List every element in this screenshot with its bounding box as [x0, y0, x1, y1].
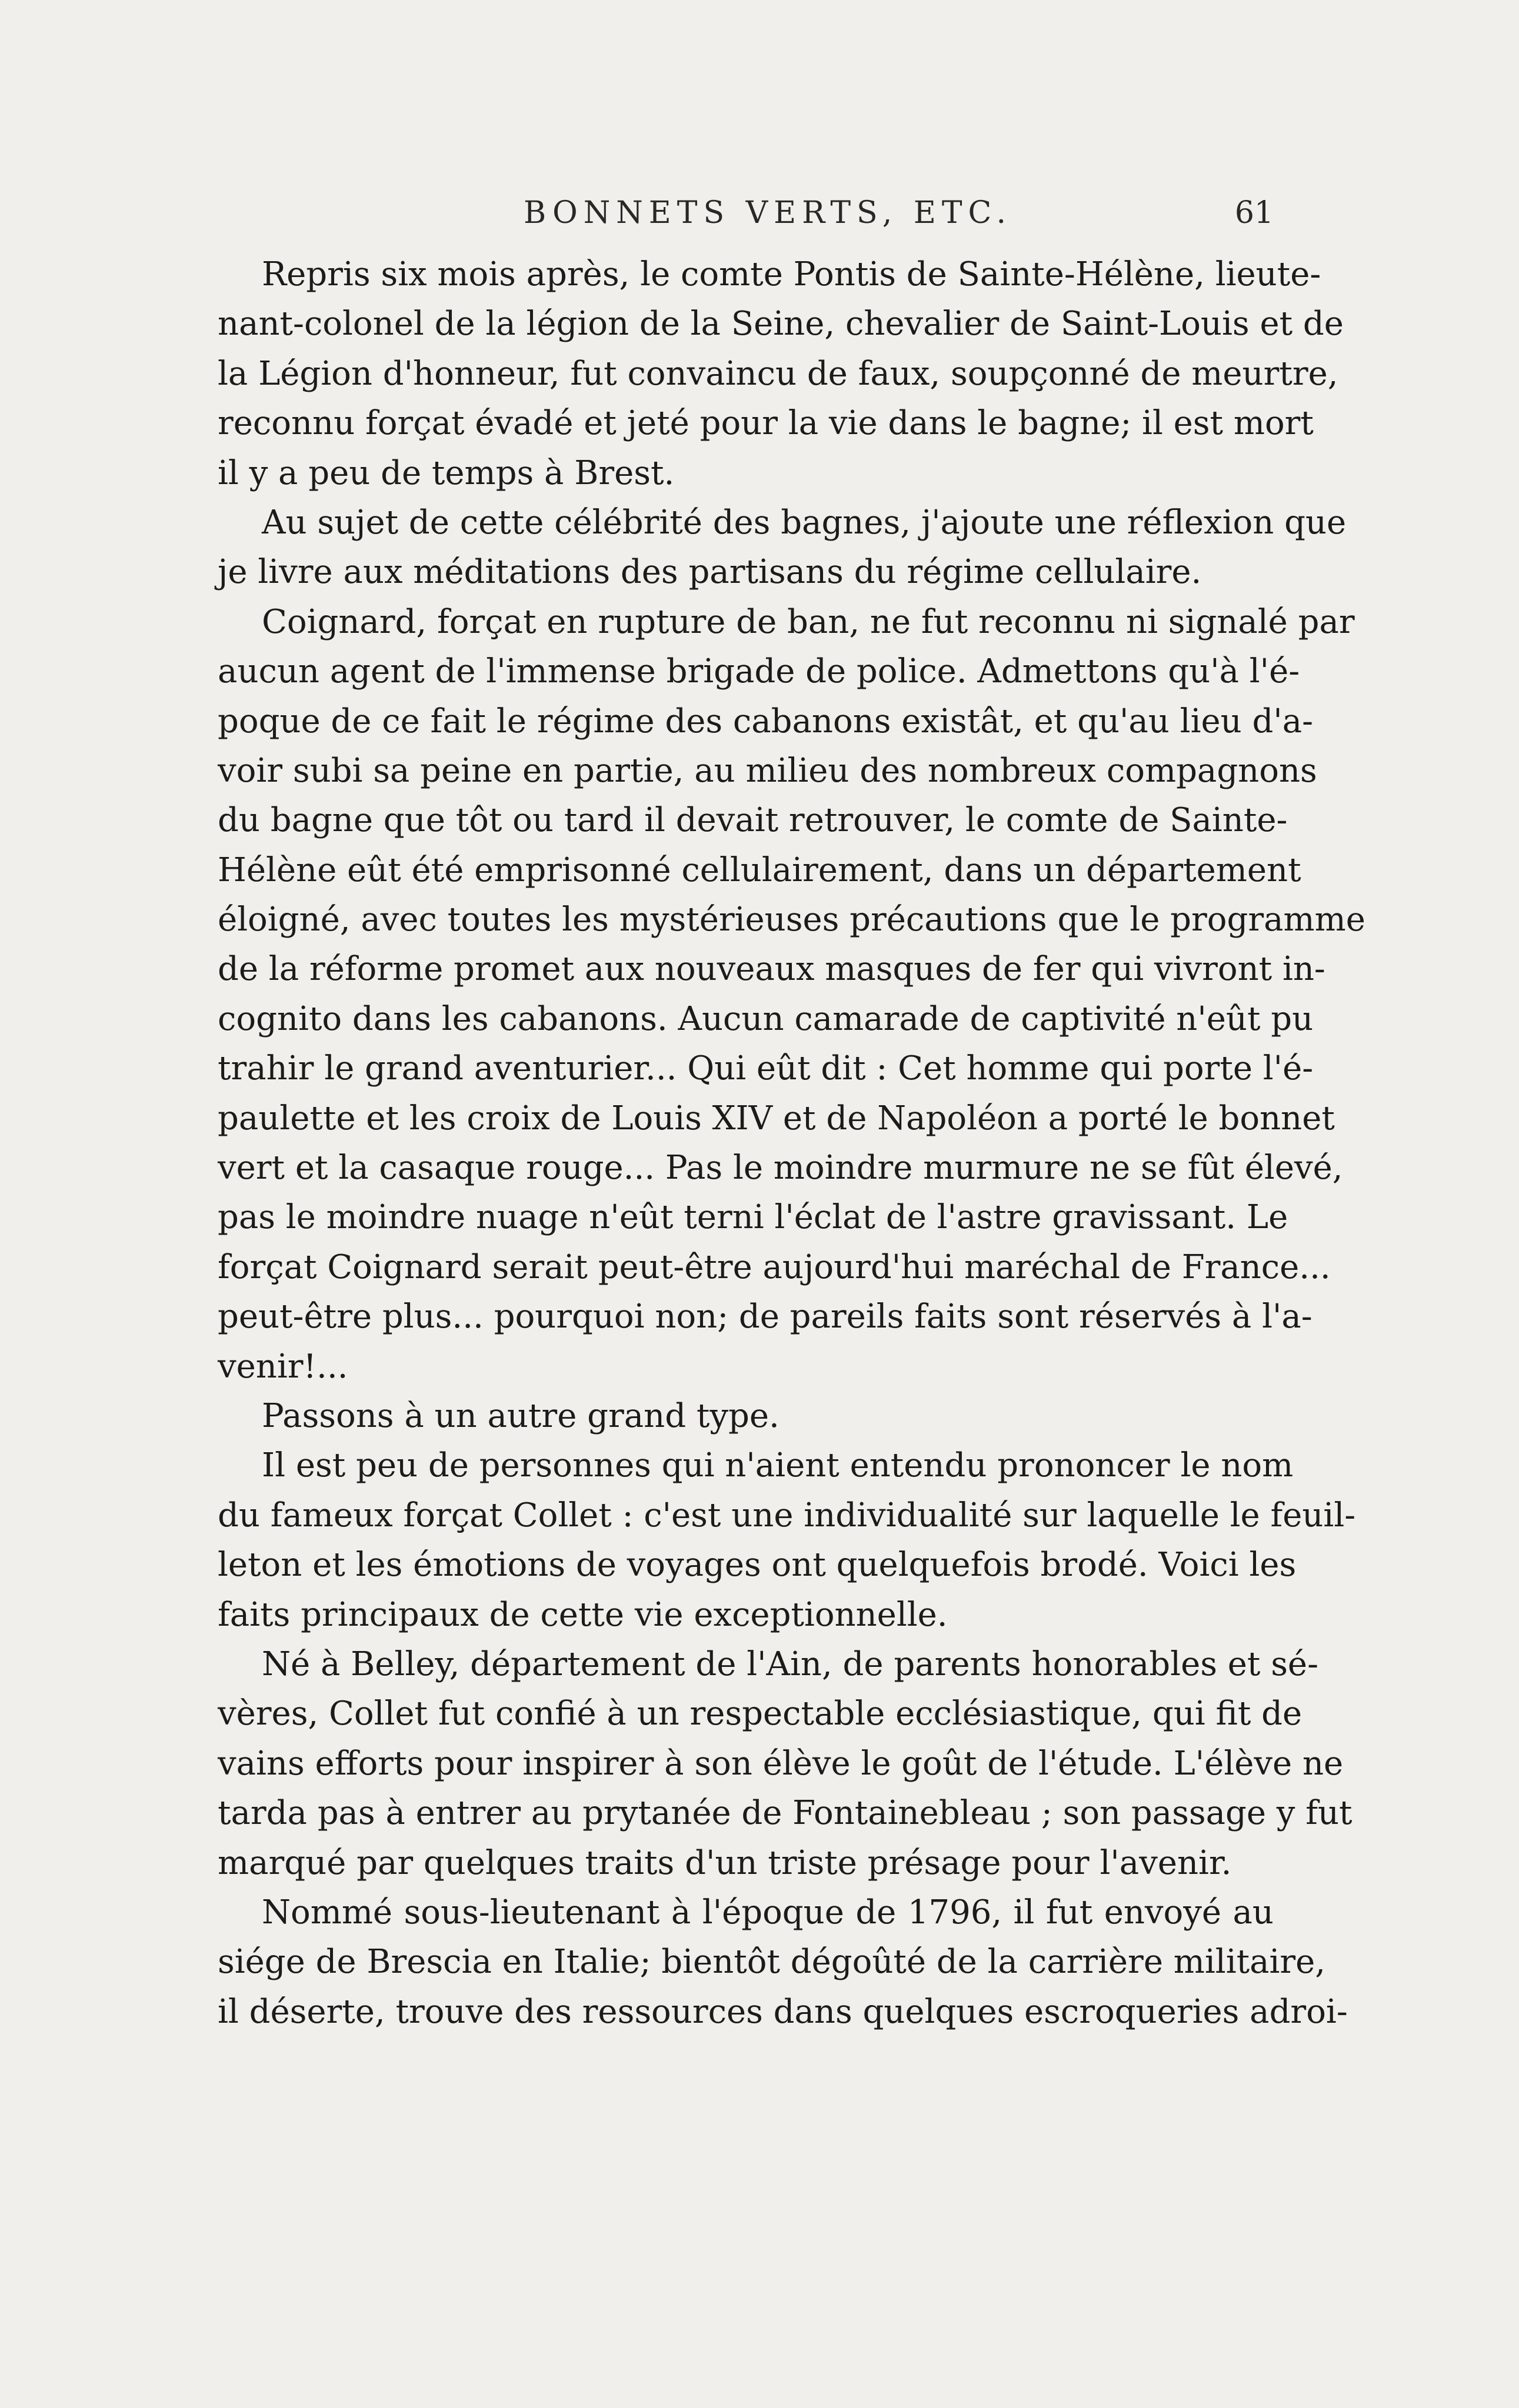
text-line: du bagne que tôt ou tard il devait retrouver, le comte de Sainte- [218, 801, 1288, 840]
running-title: BONNETS VERTS, ETC. [524, 195, 1012, 231]
page-number: 61 [1234, 195, 1274, 231]
text-line: nant-colonel de la légion de la Seine, chevalier de Saint-Louis et de [218, 305, 1344, 343]
text-line: leton et les émotions de voyages ont quelquefois brodé. Voici les [218, 1546, 1297, 1585]
text-line: marqué par quelques traits d'un triste présage pour l'avenir. [218, 1843, 1232, 1882]
text-line: cognito dans les cabanons. Aucun camarade de captivité n'eût pu [218, 999, 1314, 1038]
text-line: Repris six mois après, le comte Pontis de Sainte-Hélène, lieute- [262, 255, 1321, 294]
text-line: pas le moindre nuage n'eût terni l'éclat de l'astre gravissant. Le [218, 1198, 1288, 1237]
text-line: Passons à un autre grand type. [262, 1396, 780, 1435]
text-line: Il est peu de personnes qui n'aient entendu prononcer le nom [262, 1446, 1294, 1485]
text-line: reconnu forçat évadé et jeté pour la vie dans le bagne; il est mort [218, 404, 1314, 443]
text-line: trahir le grand aventurier... Qui eût dit : Cet homme qui porte l'é- [218, 1049, 1314, 1088]
text-line: peut-être plus... pourquoi non; de pareils faits sont réservés à l'a- [218, 1298, 1313, 1336]
text-line: voir subi sa peine en partie, au milieu des nombreux compagnons [218, 751, 1317, 790]
text-line: Hélène eût été emprisonné cellulairement, dans un département [218, 851, 1301, 889]
text-line: vert et la casaque rouge... Pas le moindre murmure ne se fût élevé, [218, 1149, 1343, 1188]
text-line: paulette et les croix de Louis XIV et de Napoléon a porté le bonnet [218, 1099, 1335, 1138]
text-line: il y a peu de temps à Brest. [218, 453, 675, 492]
text-line: il déserte, trouve des ressources dans quelques escroqueries adroi- [218, 1992, 1348, 2031]
text-line: Coignard, forçat en rupture de ban, ne fut reconnu ni signalé par [262, 602, 1355, 641]
text-line: je livre aux méditations des partisans du régime cellulaire. [218, 553, 1202, 592]
text-line: tarda pas à entrer au prytanée de Fontainebleau ; son passage y fut [218, 1794, 1353, 1833]
text-line: vères, Collet fut confié à un respectable ecclésiastique, qui fit de [218, 1695, 1303, 1733]
page-header [218, 195, 1274, 242]
text-line: Nommé sous-lieutenant à l'époque de 1796, il fut envoyé au [262, 1893, 1274, 1932]
text-line: faits principaux de cette vie exceptionnelle. [218, 1595, 948, 1634]
text-line: du fameux forçat Collet : c'est une individualité sur laquelle le feuil- [218, 1496, 1356, 1535]
text-line: Né à Belley, département de l'Ain, de parents honorables et sé- [262, 1645, 1318, 1683]
text-line: siége de Brescia en Italie; bientôt dégoûté de la carrière militaire, [218, 1943, 1326, 1982]
text-line: aucun agent de l'immense brigade de police. Admettons qu'à l'é- [218, 652, 1300, 691]
text-line: venir!... [218, 1347, 348, 1386]
text-line: poque de ce fait le régime des cabanons existât, et qu'au lieu d'a- [218, 702, 1314, 741]
text-line: éloigné, avec toutes les mystérieuses précautions que le programme [218, 901, 1365, 939]
text-line: forçat Coignard serait peut-être aujourd'hui maréchal de France... [218, 1248, 1331, 1286]
text-line: vains efforts pour inspirer à son élève le goût de l'étude. L'élève ne [218, 1744, 1344, 1783]
text-line: Au sujet de cette célébrité des bagnes, j'ajoute une réflexion que [262, 503, 1347, 542]
text-line: de la réforme promet aux nouveaux masques de fer qui vivront in- [218, 950, 1325, 989]
body-text [218, 250, 1365, 2037]
text-line: la Légion d'honneur, fut convaincu de faux, soupçonné de meurtre, [218, 354, 1338, 393]
